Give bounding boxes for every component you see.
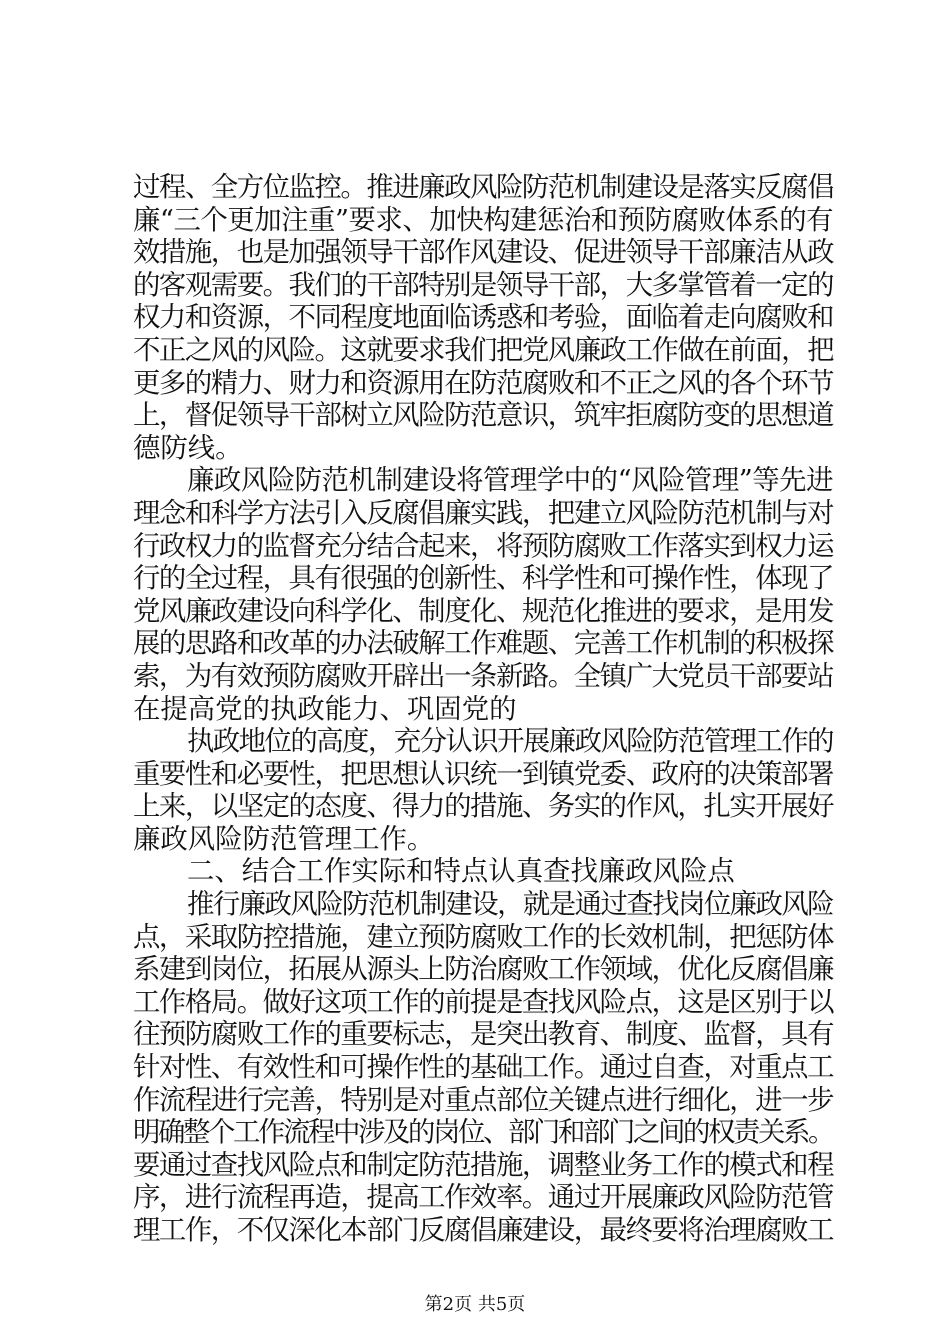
text-line: 要通过查找风险点和制定防范措施，调整业务工作的模式和程 [133,1149,833,1181]
text-line: 展的思路和改革的办法破解工作难题、完善工作机制的积极探 [133,628,833,660]
text-line: 工作格局。做好这项工作的前提是查找风险点，这是区别于以 [133,986,833,1018]
text-line: 重要性和必要性，把思想认识统一到镇党委、政府的决策部署 [133,758,833,790]
text-line: 效措施，也是加强领导干部作风建设、促进领导干部廉洁从政 [133,237,833,269]
text-line: 理念和科学方法引入反腐倡廉实践，把建立风险防范机制与对 [133,497,833,529]
text-line: 廉“三个更加注重”要求、加快构建惩治和预防腐败体系的有 [133,204,834,236]
text-line: 往预防腐败工作的重要标志，是突出教育、制度、监督，具有 [133,1019,833,1051]
text-line: 针对性、有效性和可操作性的基础工作。通过自查，对重点工 [133,1052,833,1084]
section-heading: 二、结合工作实际和特点认真查找廉政风险点 [187,856,735,888]
text-line: 权力和资源，不同程度地面临诱惑和考验，面临着走向腐败和 [133,302,833,334]
text-line: 廉政风险防范管理工作。 [133,823,435,855]
text-line: 德防线。 [133,432,243,464]
text-line: 作流程进行完善，特别是对重点部位关键点进行细化，进一步 [133,1084,833,1116]
text-line: 点，采取防控措施，建立预防腐败工作的长效机制，把惩防体 [133,921,833,953]
text-line: 更多的精力、财力和资源用在防范腐败和不正之风的各个环节 [133,367,833,399]
paragraph-first-line: 廉政风险防范机制建设将管理学中的“风险管理”等先进 [187,465,833,497]
text-line: 在提高党的执政能力、巩固党的 [133,693,517,725]
paragraph-first-line: 推行廉政风险防范机制建设，就是通过查找岗位廉政风险 [187,889,834,921]
text-line: 上，督促领导干部树立风险防范意识，筑牢拒腐防变的思想道 [133,400,833,432]
page-number-footer: 第2页 共5页 [424,1294,526,1315]
text-line: 上来，以坚定的态度、得力的措施、务实的作风，扎实开展好 [133,791,833,823]
text-line: 行的全过程，具有很强的创新性、科学性和可操作性，体现了 [133,563,833,595]
document-body [133,172,833,1248]
text-line: 过程、全方位监控。推进廉政风险防范机制建设是落实反腐倡 [133,172,833,203]
text-line: 行政权力的监督充分结合起来，将预防腐败工作落实到权力运 [133,530,833,562]
text-line: 的客观需要。我们的干部特别是领导干部，大多掌管着一定的 [133,269,833,301]
text-line: 理工作，不仅深化本部门反腐倡廉建设，最终要将治理腐败工 [133,1215,833,1246]
text-line: 明确整个工作流程中涉及的岗位、部门和部门之间的权责关系。 [133,1117,834,1149]
text-line: 不正之风的风险。这就要求我们把党风廉政工作做在前面，把 [133,334,833,366]
text-line: 系建到岗位，拓展从源头上防治腐败工作领域，优化反腐倡廉 [133,954,833,986]
text-line: 序，进行流程再造，提高工作效率。通过开展廉政风险防范管 [133,1182,833,1214]
paragraph-first-line: 执政地位的高度，充分认识开展廉政风险防范管理工作的 [187,726,834,758]
text-line: 党风廉政建设向科学化、制度化、规范化推进的要求，是用发 [133,595,833,627]
text-line: 索，为有效预防腐败开辟出一条新路。全镇广大党员干部要站 [133,660,833,692]
